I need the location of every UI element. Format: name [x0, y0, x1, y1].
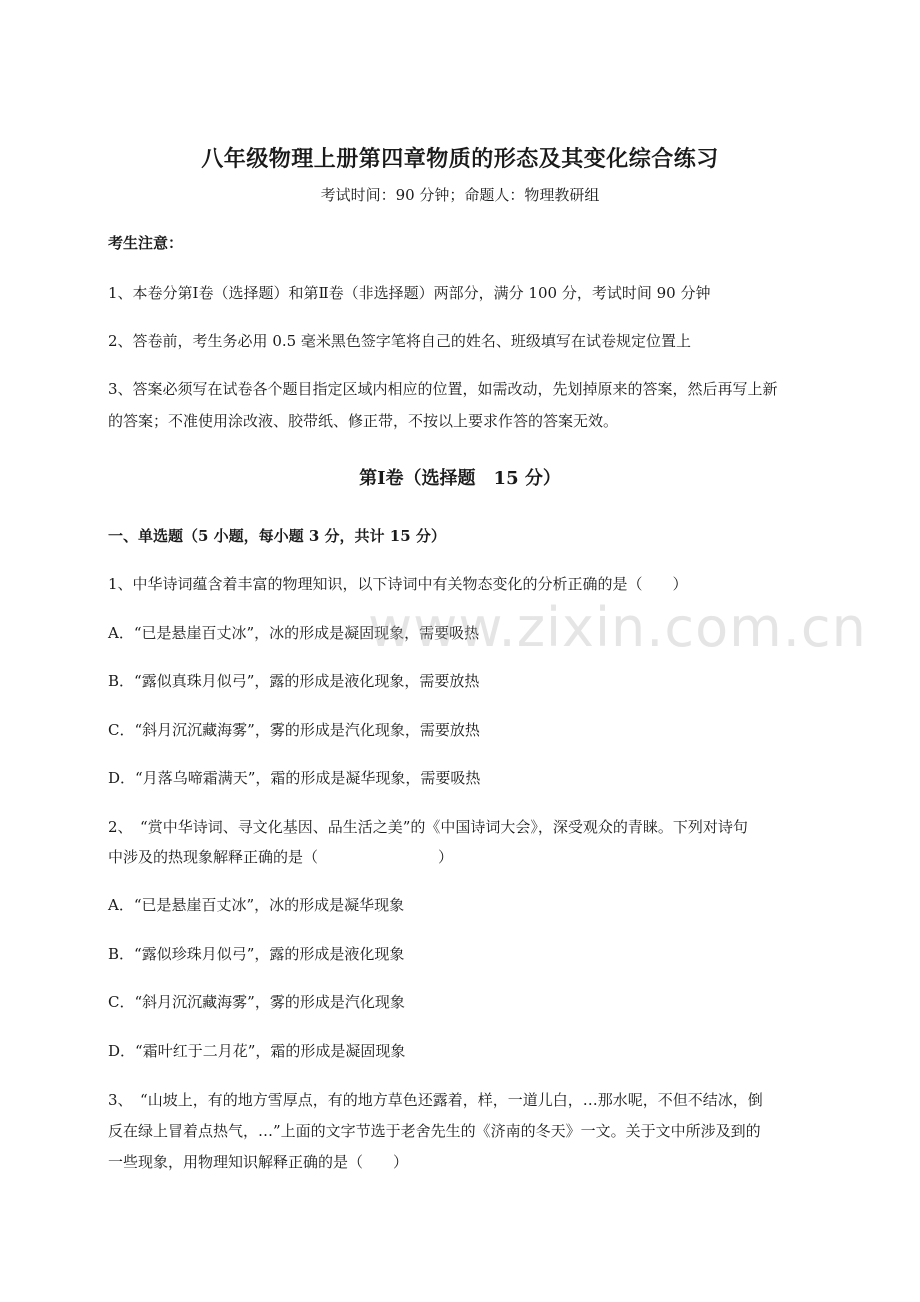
- question-option: B．“露似真珠月似弓”，露的形成是液化现象，需要放热: [108, 672, 480, 690]
- question-option: B．“露似珍珠月似弓”，露的形成是液化现象: [108, 945, 405, 963]
- notice-item-continued: 的答案；不准使用涂改液、胶带纸、修正带，不按以上要求作答的答案无效。: [108, 412, 619, 430]
- question-stem-continued: 一些现象，用物理知识解释正确的是（ ）: [108, 1153, 409, 1171]
- part-heading: 一、单选题（5 小题，每小题 3 分，共计 15 分）: [108, 527, 446, 545]
- question-stem: 2、 “赏中华诗词、寻文化基因、品生活之美”的《中国诗词大会》，深受观众的青睐。下列对诗句: [108, 818, 748, 836]
- section-title: 第Ⅰ卷（选择题 15 分）: [359, 468, 561, 489]
- question-option: D．“霜叶红于二月花”，霜的形成是凝固现象: [108, 1042, 406, 1060]
- question-option: D．“月落乌啼霜满天”，霜的形成是凝华现象，需要吸热: [108, 769, 481, 787]
- notice-heading: 考生注意：: [108, 234, 184, 252]
- exam-info: 考试时间：90 分钟；命题人：物理教研组: [320, 186, 600, 204]
- question-option: C．“斜月沉沉藏海雾”，雾的形成是汽化现象: [108, 993, 405, 1011]
- notice-item: 2、答卷前，考生务必用 0.5 毫米黑色签字笔将自己的姓名、班级填写在试卷规定位置上: [108, 332, 691, 350]
- question-option: C．“斜月沉沉藏海雾”，雾的形成是汽化现象，需要放热: [108, 721, 480, 739]
- question-stem-continued: 反在绿上冒着点热气，…”上面的文字节选于老舍先生的《济南的冬天》一文。关于文中所涉及到的: [108, 1122, 761, 1140]
- watermark: www.zixin.com.cn: [368, 596, 867, 659]
- question-option: A．“已是悬崖百丈冰”，冰的形成是凝华现象: [108, 896, 405, 914]
- question-stem-continued: 中涉及的热现象解释正确的是（ ）: [108, 848, 454, 866]
- notice-item: 1、本卷分第Ⅰ卷（选择题）和第Ⅱ卷（非选择题）两部分，满分 100 分，考试时间 90 分钟: [108, 284, 711, 302]
- question-option: A．“已是悬崖百丈冰”，冰的形成是凝固现象，需要吸热: [108, 624, 480, 642]
- document-title: 八年级物理上册第四章物质的形态及其变化综合练习: [201, 146, 719, 172]
- notice-item: 3、答案必须写在试卷各个题目指定区域内相应的位置，如需改动，先划掉原来的答案，然后再写上新: [108, 380, 778, 398]
- question-stem: 1、中华诗词蕴含着丰富的物理知识，以下诗词中有关物态变化的分析正确的是（ ）: [108, 575, 688, 593]
- question-stem: 3、 “山坡上，有的地方雪厚点，有的地方草色还露着，样，一道儿白，…那水呢，不但不结冰，倒: [108, 1091, 763, 1109]
